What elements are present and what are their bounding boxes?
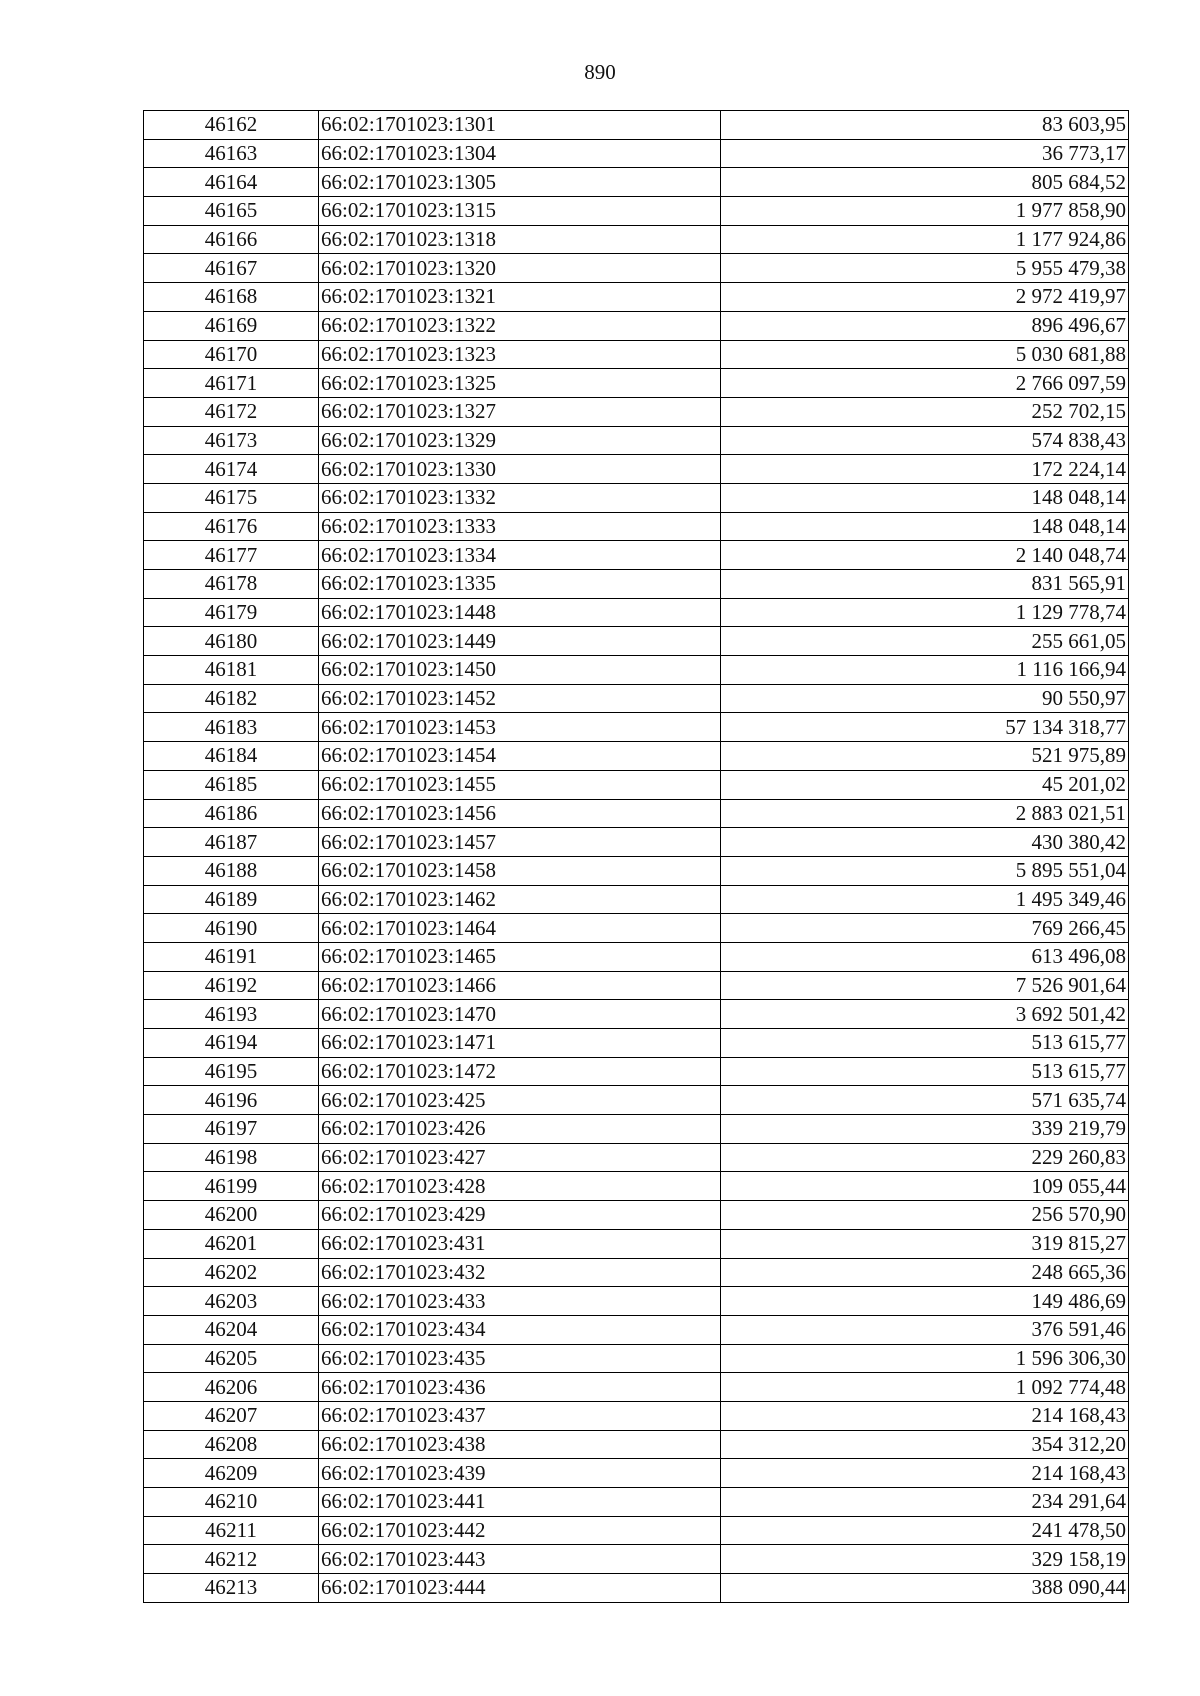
table-row xyxy=(144,971,1129,1000)
cadastral-value: 172 224,14 xyxy=(721,455,1129,484)
cadastral-number: 66:02:1701023:1470 xyxy=(319,1000,721,1029)
cadastral-value: 571 635,74 xyxy=(721,1086,1129,1115)
cadastral-value: 248 665,36 xyxy=(721,1258,1129,1287)
row-number: 46212 xyxy=(144,1545,319,1574)
cadastral-number: 66:02:1701023:1457 xyxy=(319,828,721,857)
row-number: 46162 xyxy=(144,111,319,140)
cadastral-number: 66:02:1701023:1332 xyxy=(319,483,721,512)
cadastral-number: 66:02:1701023:444 xyxy=(319,1574,721,1603)
cadastral-value: 148 048,14 xyxy=(721,512,1129,541)
cadastral-value: 109 055,44 xyxy=(721,1172,1129,1201)
cadastral-value: 83 603,95 xyxy=(721,111,1129,140)
table-row xyxy=(144,1287,1129,1316)
row-number: 46197 xyxy=(144,1115,319,1144)
cadastral-number: 66:02:1701023:436 xyxy=(319,1373,721,1402)
row-number: 46166 xyxy=(144,225,319,254)
cadastral-value: 234 291,64 xyxy=(721,1488,1129,1517)
row-number: 46201 xyxy=(144,1229,319,1258)
row-number: 46199 xyxy=(144,1172,319,1201)
row-number: 46183 xyxy=(144,713,319,742)
cadastral-value: 513 615,77 xyxy=(721,1029,1129,1058)
table-row xyxy=(144,1401,1129,1430)
row-number: 46187 xyxy=(144,828,319,857)
cadastral-value: 769 266,45 xyxy=(721,914,1129,943)
table-row xyxy=(144,1516,1129,1545)
cadastral-value: 831 565,91 xyxy=(721,570,1129,599)
row-number: 46210 xyxy=(144,1488,319,1517)
cadastral-value: 1 495 349,46 xyxy=(721,885,1129,914)
cadastral-number: 66:02:1701023:1304 xyxy=(319,139,721,168)
cadastral-value: 2 766 097,59 xyxy=(721,369,1129,398)
cadastral-value: 805 684,52 xyxy=(721,168,1129,197)
cadastral-value: 1 129 778,74 xyxy=(721,598,1129,627)
table-row xyxy=(144,369,1129,398)
table-row xyxy=(144,656,1129,685)
row-number: 46207 xyxy=(144,1401,319,1430)
row-number: 46191 xyxy=(144,942,319,971)
table-row xyxy=(144,684,1129,713)
row-number: 46171 xyxy=(144,369,319,398)
cadastral-number: 66:02:1701023:432 xyxy=(319,1258,721,1287)
cadastral-number: 66:02:1701023:1456 xyxy=(319,799,721,828)
row-number: 46180 xyxy=(144,627,319,656)
row-number: 46167 xyxy=(144,254,319,283)
table-row xyxy=(144,512,1129,541)
row-number: 46178 xyxy=(144,570,319,599)
cadastral-number: 66:02:1701023:1329 xyxy=(319,426,721,455)
cadastral-number: 66:02:1701023:1335 xyxy=(319,570,721,599)
table-row xyxy=(144,1488,1129,1517)
row-number: 46186 xyxy=(144,799,319,828)
cadastral-value: 1 596 306,30 xyxy=(721,1344,1129,1373)
row-number: 46188 xyxy=(144,856,319,885)
row-number: 46175 xyxy=(144,483,319,512)
cadastral-value: 57 134 318,77 xyxy=(721,713,1129,742)
table-body xyxy=(144,111,1129,1603)
page-number: 890 xyxy=(584,60,616,84)
row-number: 46173 xyxy=(144,426,319,455)
cadastral-number: 66:02:1701023:443 xyxy=(319,1545,721,1574)
cadastral-number: 66:02:1701023:435 xyxy=(319,1344,721,1373)
row-number: 46170 xyxy=(144,340,319,369)
row-number: 46172 xyxy=(144,397,319,426)
table-row xyxy=(144,598,1129,627)
cadastral-value: 256 570,90 xyxy=(721,1201,1129,1230)
row-number: 46184 xyxy=(144,742,319,771)
row-number: 46165 xyxy=(144,197,319,226)
table-row xyxy=(144,1201,1129,1230)
cadastral-number: 66:02:1701023:1318 xyxy=(319,225,721,254)
cadastral-value: 574 838,43 xyxy=(721,426,1129,455)
table-row xyxy=(144,1373,1129,1402)
cadastral-number: 66:02:1701023:1450 xyxy=(319,656,721,685)
table-row xyxy=(144,397,1129,426)
cadastral-number: 66:02:1701023:1454 xyxy=(319,742,721,771)
table-row xyxy=(144,885,1129,914)
cadastral-value: 148 048,14 xyxy=(721,483,1129,512)
cadastral-value: 2 140 048,74 xyxy=(721,541,1129,570)
table-row xyxy=(144,1143,1129,1172)
row-number: 46189 xyxy=(144,885,319,914)
row-number: 46195 xyxy=(144,1057,319,1086)
table-row xyxy=(144,455,1129,484)
cadastral-number: 66:02:1701023:1305 xyxy=(319,168,721,197)
table-row xyxy=(144,254,1129,283)
table-row xyxy=(144,1086,1129,1115)
row-number: 46179 xyxy=(144,598,319,627)
cadastral-value: 255 661,05 xyxy=(721,627,1129,656)
table-row xyxy=(144,1574,1129,1603)
cadastral-number: 66:02:1701023:1455 xyxy=(319,770,721,799)
cadastral-value: 214 168,43 xyxy=(721,1459,1129,1488)
table-row xyxy=(144,197,1129,226)
cadastral-value: 339 219,79 xyxy=(721,1115,1129,1144)
table-row xyxy=(144,1115,1129,1144)
table-row xyxy=(144,856,1129,885)
table-row xyxy=(144,1430,1129,1459)
row-number: 46198 xyxy=(144,1143,319,1172)
table-row xyxy=(144,541,1129,570)
cadastral-value: 252 702,15 xyxy=(721,397,1129,426)
table-row xyxy=(144,942,1129,971)
row-number: 46164 xyxy=(144,168,319,197)
cadastral-number: 66:02:1701023:1452 xyxy=(319,684,721,713)
table-row xyxy=(144,713,1129,742)
cadastral-value: 5 030 681,88 xyxy=(721,340,1129,369)
cadastral-value: 354 312,20 xyxy=(721,1430,1129,1459)
row-number: 46211 xyxy=(144,1516,319,1545)
cadastral-number: 66:02:1701023:1315 xyxy=(319,197,721,226)
row-number: 46205 xyxy=(144,1344,319,1373)
table-row xyxy=(144,1029,1129,1058)
table-row xyxy=(144,1545,1129,1574)
cadastral-number: 66:02:1701023:425 xyxy=(319,1086,721,1115)
row-number: 46213 xyxy=(144,1574,319,1603)
row-number: 46176 xyxy=(144,512,319,541)
cadastral-number: 66:02:1701023:427 xyxy=(319,1143,721,1172)
cadastral-value: 3 692 501,42 xyxy=(721,1000,1129,1029)
cadastral-value: 2 972 419,97 xyxy=(721,283,1129,312)
table-row xyxy=(144,742,1129,771)
row-number: 46163 xyxy=(144,139,319,168)
cadastral-number: 66:02:1701023:437 xyxy=(319,1401,721,1430)
cadastral-value: 2 883 021,51 xyxy=(721,799,1129,828)
cadastral-number: 66:02:1701023:1334 xyxy=(319,541,721,570)
cadastral-number: 66:02:1701023:1458 xyxy=(319,856,721,885)
row-number: 46193 xyxy=(144,1000,319,1029)
cadastral-number: 66:02:1701023:1320 xyxy=(319,254,721,283)
cadastral-value: 214 168,43 xyxy=(721,1401,1129,1430)
cadastral-value: 7 526 901,64 xyxy=(721,971,1129,1000)
row-number: 46196 xyxy=(144,1086,319,1115)
row-number: 46177 xyxy=(144,541,319,570)
cadastral-value: 513 615,77 xyxy=(721,1057,1129,1086)
cadastral-number: 66:02:1701023:1465 xyxy=(319,942,721,971)
cadastral-number: 66:02:1701023:1464 xyxy=(319,914,721,943)
cadastral-value: 388 090,44 xyxy=(721,1574,1129,1603)
row-number: 46190 xyxy=(144,914,319,943)
table-row xyxy=(144,1459,1129,1488)
table-row xyxy=(144,1000,1129,1029)
cadastral-value: 329 158,19 xyxy=(721,1545,1129,1574)
cadastral-number: 66:02:1701023:426 xyxy=(319,1115,721,1144)
cadastral-value: 319 815,27 xyxy=(721,1229,1129,1258)
cadastral-number: 66:02:1701023:439 xyxy=(319,1459,721,1488)
row-number: 46168 xyxy=(144,283,319,312)
table-row xyxy=(144,426,1129,455)
table-row xyxy=(144,111,1129,140)
row-number: 46194 xyxy=(144,1029,319,1058)
table-row xyxy=(144,1258,1129,1287)
cadastral-value: 1 116 166,94 xyxy=(721,656,1129,685)
row-number: 46208 xyxy=(144,1430,319,1459)
cadastral-value: 521 975,89 xyxy=(721,742,1129,771)
table-row xyxy=(144,799,1129,828)
cadastral-number: 66:02:1701023:1472 xyxy=(319,1057,721,1086)
cadastral-number: 66:02:1701023:1321 xyxy=(319,283,721,312)
table-row xyxy=(144,1344,1129,1373)
cadastral-number: 66:02:1701023:434 xyxy=(319,1315,721,1344)
table-row xyxy=(144,225,1129,254)
row-number: 46181 xyxy=(144,656,319,685)
table-row xyxy=(144,340,1129,369)
cadastral-value: 149 486,69 xyxy=(721,1287,1129,1316)
table-row xyxy=(144,311,1129,340)
cadastral-number: 66:02:1701023:1333 xyxy=(319,512,721,541)
cadastral-value: 376 591,46 xyxy=(721,1315,1129,1344)
cadastral-value: 896 496,67 xyxy=(721,311,1129,340)
table-row xyxy=(144,1057,1129,1086)
cadastral-value: 1 177 924,86 xyxy=(721,225,1129,254)
cadastral-number: 66:02:1701023:1325 xyxy=(319,369,721,398)
row-number: 46204 xyxy=(144,1315,319,1344)
cadastral-value: 5 955 479,38 xyxy=(721,254,1129,283)
table-row xyxy=(144,1229,1129,1258)
cadastral-value: 1 092 774,48 xyxy=(721,1373,1129,1402)
row-number: 46206 xyxy=(144,1373,319,1402)
table-row xyxy=(144,139,1129,168)
row-number: 46169 xyxy=(144,311,319,340)
cadastral-number: 66:02:1701023:1462 xyxy=(319,885,721,914)
cadastral-number: 66:02:1701023:1449 xyxy=(319,627,721,656)
cadastral-number: 66:02:1701023:1323 xyxy=(319,340,721,369)
table-row xyxy=(144,914,1129,943)
row-number: 46209 xyxy=(144,1459,319,1488)
cadastral-number: 66:02:1701023:441 xyxy=(319,1488,721,1517)
cadastral-number: 66:02:1701023:1322 xyxy=(319,311,721,340)
table-row xyxy=(144,1172,1129,1201)
cadastral-number: 66:02:1701023:442 xyxy=(319,1516,721,1545)
row-number: 46203 xyxy=(144,1287,319,1316)
cadastral-number: 66:02:1701023:431 xyxy=(319,1229,721,1258)
cadastral-value: 90 550,97 xyxy=(721,684,1129,713)
cadastral-number: 66:02:1701023:438 xyxy=(319,1430,721,1459)
cadastral-value: 241 478,50 xyxy=(721,1516,1129,1545)
table-row xyxy=(144,1315,1129,1344)
cadastral-number: 66:02:1701023:433 xyxy=(319,1287,721,1316)
cadastral-value: 613 496,08 xyxy=(721,942,1129,971)
cadastral-number: 66:02:1701023:428 xyxy=(319,1172,721,1201)
cadastral-number: 66:02:1701023:1327 xyxy=(319,397,721,426)
cadastral-number: 66:02:1701023:1301 xyxy=(319,111,721,140)
table-row xyxy=(144,627,1129,656)
cadastral-number: 66:02:1701023:1448 xyxy=(319,598,721,627)
table-row xyxy=(144,770,1129,799)
row-number: 46174 xyxy=(144,455,319,484)
table-row xyxy=(144,168,1129,197)
cadastral-value: 430 380,42 xyxy=(721,828,1129,857)
row-number: 46192 xyxy=(144,971,319,1000)
cadastral-value-table xyxy=(143,110,1129,1603)
table-row xyxy=(144,283,1129,312)
cadastral-number: 66:02:1701023:1330 xyxy=(319,455,721,484)
cadastral-number: 66:02:1701023:429 xyxy=(319,1201,721,1230)
row-number: 46182 xyxy=(144,684,319,713)
row-number: 46185 xyxy=(144,770,319,799)
table-row xyxy=(144,483,1129,512)
cadastral-number: 66:02:1701023:1471 xyxy=(319,1029,721,1058)
cadastral-value: 1 977 858,90 xyxy=(721,197,1129,226)
cadastral-value: 45 201,02 xyxy=(721,770,1129,799)
cadastral-number: 66:02:1701023:1466 xyxy=(319,971,721,1000)
table-row xyxy=(144,570,1129,599)
table-row xyxy=(144,828,1129,857)
cadastral-number: 66:02:1701023:1453 xyxy=(319,713,721,742)
cadastral-value: 36 773,17 xyxy=(721,139,1129,168)
cadastral-value: 5 895 551,04 xyxy=(721,856,1129,885)
cadastral-value: 229 260,83 xyxy=(721,1143,1129,1172)
row-number: 46200 xyxy=(144,1201,319,1230)
row-number: 46202 xyxy=(144,1258,319,1287)
